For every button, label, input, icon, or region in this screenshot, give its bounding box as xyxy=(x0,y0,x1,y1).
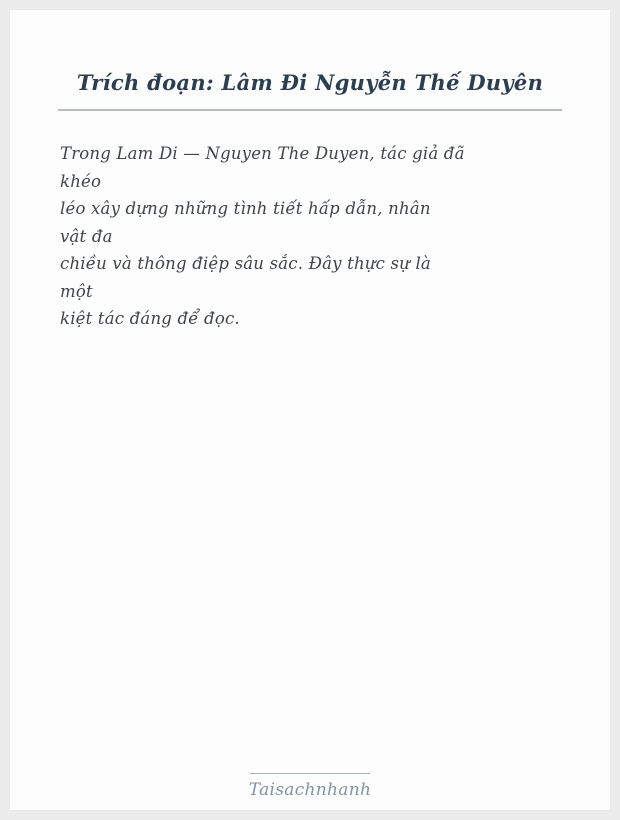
excerpt-line: một xyxy=(60,281,93,301)
page-title: Trích đoạn: Lâm Đi Nguyễn Thế Duyên xyxy=(76,70,544,95)
excerpt-paragraph xyxy=(60,140,560,333)
excerpt-line: vật đa xyxy=(60,226,113,246)
excerpt-line: khéo xyxy=(60,171,102,191)
footer-brand: Taisachnhanh xyxy=(248,780,372,800)
title-divider xyxy=(58,109,562,111)
footer-divider xyxy=(250,773,370,774)
excerpt-line: chiều và thông điệp sâu sắc. Đây thực sự là xyxy=(60,254,431,273)
excerpt-line: léo xây dựng những tình tiết hấp dẫn, nhân xyxy=(60,199,431,218)
page-footer xyxy=(10,773,610,800)
excerpt-line: kiệt tác đáng để đọc. xyxy=(60,309,240,328)
document-page xyxy=(10,10,610,810)
excerpt-line: Trong Lam Di — Nguyen The Duyen, tác giả đã xyxy=(60,144,465,163)
